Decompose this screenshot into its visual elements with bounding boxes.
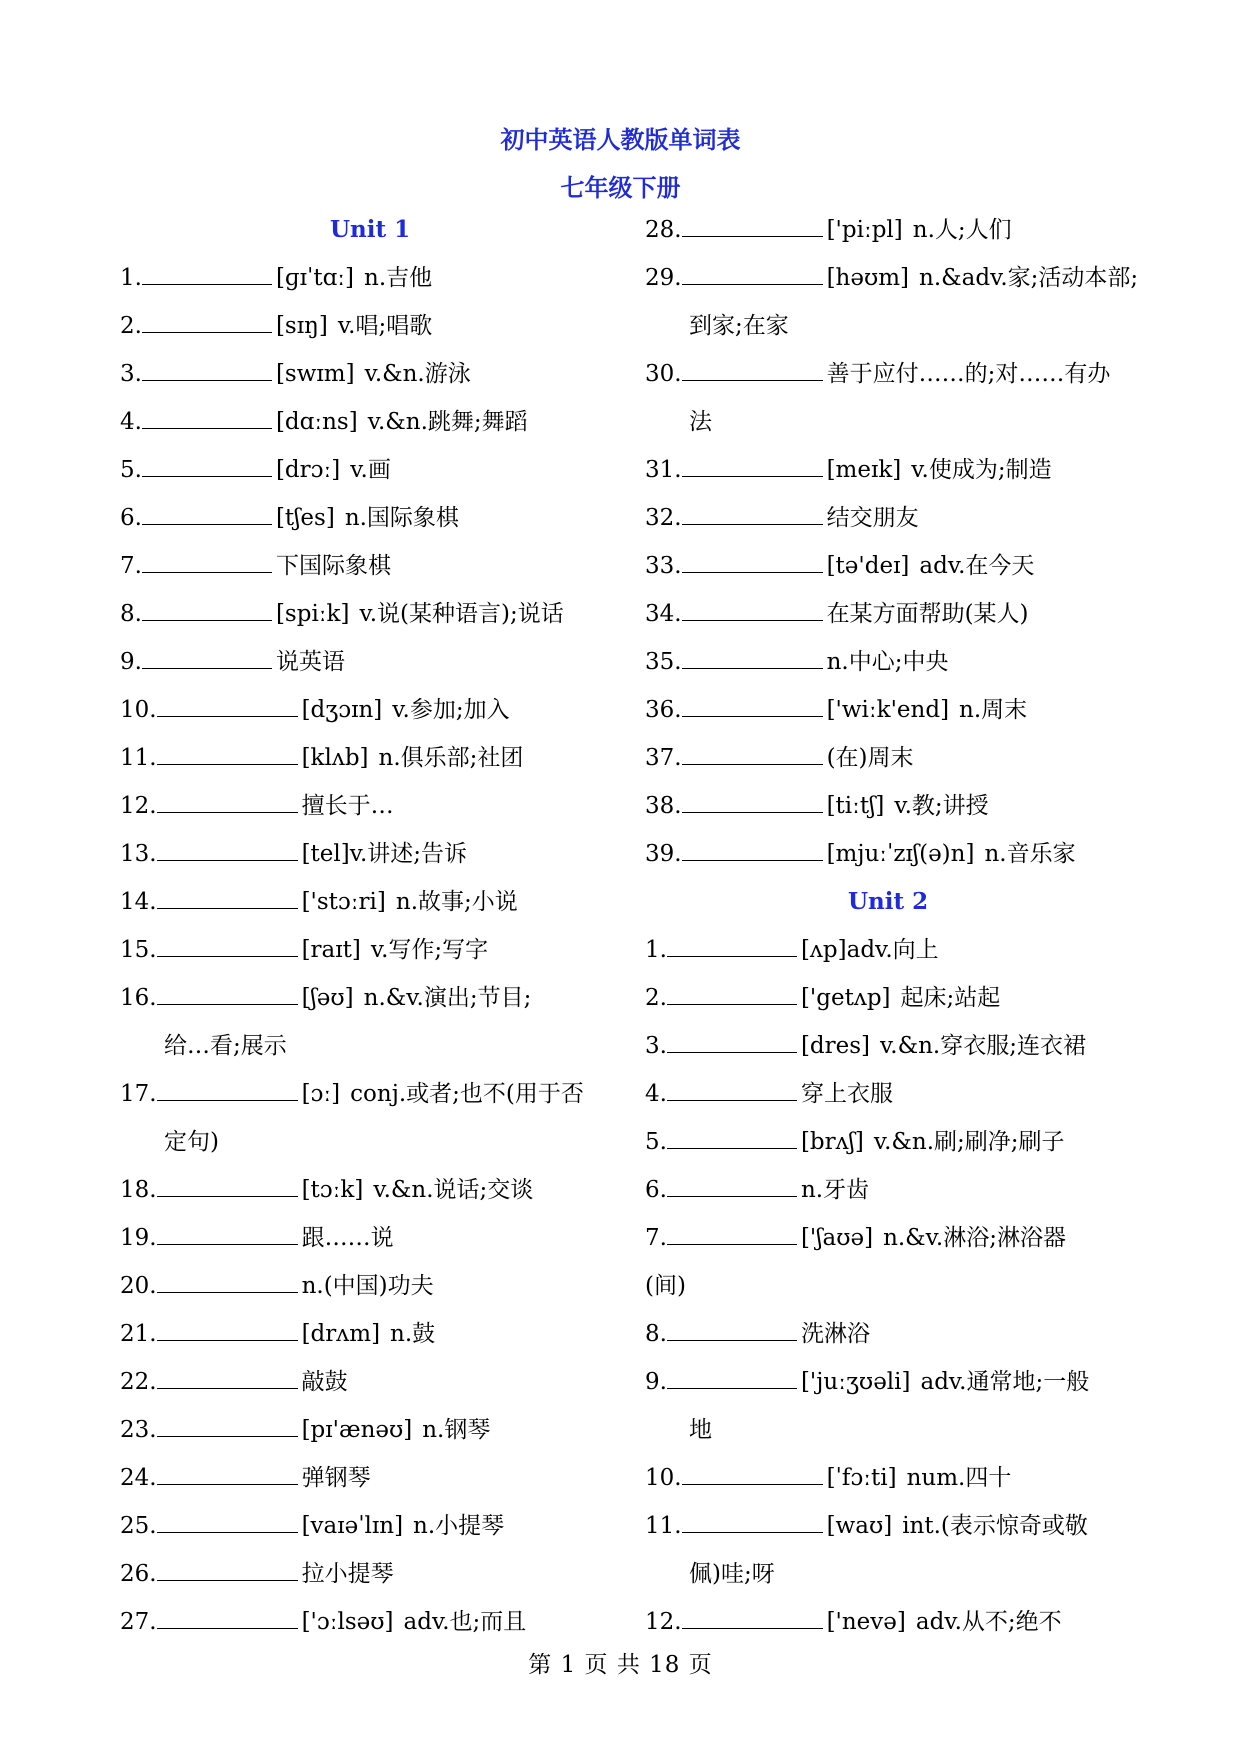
entry-number: 37. — [645, 745, 682, 771]
meaning: int.(表示惊奇或敬 — [902, 1513, 1088, 1539]
answer-blank[interactable] — [667, 1172, 797, 1197]
vocab-entry — [645, 499, 1135, 547]
entry-number: 5. — [120, 457, 142, 483]
vocab-entry — [120, 1411, 630, 1459]
document-title: 初中英语人教版单词表 — [500, 125, 741, 154]
answer-blank[interactable] — [682, 452, 823, 477]
vocab-entry — [120, 979, 630, 1027]
meaning: v.&n.说话;交谈 — [373, 1177, 534, 1203]
vocab-entry — [120, 1267, 630, 1315]
entry-number: 1. — [120, 265, 142, 291]
continuation-text: 到家;在家 — [689, 313, 789, 339]
entry-number: 16. — [120, 985, 157, 1011]
meaning: 弹钢琴 — [301, 1465, 371, 1491]
answer-blank[interactable] — [142, 596, 272, 621]
vocab-entry — [120, 451, 630, 499]
phonetic: [ɡɪˈtɑː] — [275, 265, 355, 291]
answer-blank[interactable] — [667, 1076, 797, 1101]
meaning: n.鼓 — [390, 1321, 436, 1347]
entry-number: 32. — [645, 505, 682, 531]
meaning: adv.从不;绝不 — [915, 1609, 1062, 1635]
meaning: 敲鼓 — [301, 1369, 348, 1395]
phonetic: [tiːtʃ] — [826, 793, 885, 819]
phonetic: ['ɔːlsəʊ] — [301, 1609, 394, 1635]
entry-continuation — [645, 307, 1135, 355]
phonetic: [sɪŋ] — [275, 313, 328, 339]
entry-number: 11. — [645, 1513, 682, 1539]
answer-blank[interactable] — [157, 1508, 298, 1533]
phonetic: [ˈfɔːti] — [826, 1465, 897, 1491]
meaning: n.&v.淋浴;淋浴器 — [883, 1225, 1066, 1251]
meaning: n.吉他 — [364, 265, 433, 291]
meaning: v.参加;加入 — [392, 697, 510, 723]
entry-number: 9. — [120, 649, 142, 675]
vocab-entry — [120, 499, 630, 547]
vocab-entry — [120, 1603, 630, 1651]
phonetic: [swɪm] — [275, 361, 355, 387]
entry-number: 22. — [120, 1369, 157, 1395]
left-column — [120, 211, 630, 1651]
meaning: v.教;讲授 — [894, 793, 989, 819]
vocab-entry — [645, 1507, 1135, 1555]
answer-blank[interactable] — [157, 740, 298, 765]
vocab-entry — [645, 211, 1135, 259]
vocab-entry — [120, 787, 630, 835]
entry-number: 8. — [645, 1321, 667, 1347]
meaning: n.小提琴 — [413, 1513, 505, 1539]
phonetic: ['piːpl] — [826, 217, 903, 243]
vocab-entry — [120, 547, 630, 595]
entry-continuation — [645, 403, 1135, 451]
entry-number: 30. — [645, 361, 682, 387]
unit-heading-text: Unit 1 — [330, 216, 411, 243]
answer-blank[interactable] — [682, 644, 823, 669]
phonetic: [pɪ'ænəʊ] — [301, 1417, 413, 1443]
vocab-entry — [120, 691, 630, 739]
document-subtitle: 七年级下册 — [560, 173, 681, 202]
phonetic: [vaɪəˈlɪn] — [301, 1513, 404, 1539]
vocab-entry — [645, 691, 1135, 739]
meaning: 跟……说 — [301, 1225, 394, 1251]
vocab-entry — [645, 1171, 1135, 1219]
vocab-entry — [645, 595, 1135, 643]
vocab-entry — [120, 835, 630, 883]
answer-blank[interactable] — [682, 788, 823, 813]
entry-number: 11. — [120, 745, 157, 771]
phonetic: [brʌʃ] — [800, 1129, 864, 1155]
phonetic: [raɪt] — [301, 937, 361, 963]
entry-number: 12. — [645, 1609, 682, 1635]
phonetic: ['stɔːri] — [301, 889, 386, 915]
phonetic: [tə'deɪ] — [826, 553, 910, 579]
entry-number: 3. — [120, 361, 142, 387]
phonetic: [tʃes] — [275, 505, 335, 531]
answer-blank[interactable] — [157, 1220, 298, 1245]
entry-number: 6. — [120, 505, 142, 531]
meaning: adv.也;而且 — [403, 1609, 527, 1635]
meaning: 洗淋浴 — [800, 1321, 870, 1347]
entry-number: 2. — [645, 985, 667, 1011]
entry-continuation — [645, 1411, 1135, 1459]
answer-blank[interactable] — [157, 1412, 298, 1437]
phonetic: [dres] — [800, 1033, 871, 1059]
unit-heading — [645, 883, 1135, 931]
phonetic: [tel]v.讲述;告诉 — [301, 841, 468, 867]
entry-number: 6. — [645, 1177, 667, 1203]
entry-number: 38. — [645, 793, 682, 819]
entry-number: 17. — [120, 1081, 157, 1107]
phonetic: [ʌp]adv.向上 — [800, 937, 939, 963]
entry-number: 35. — [645, 649, 682, 675]
meaning: n.(中国)功夫 — [301, 1273, 434, 1299]
vocab-entry — [120, 1507, 630, 1555]
entry-number: 26. — [120, 1561, 157, 1587]
vocab-entry — [645, 1603, 1135, 1651]
vocab-entry — [645, 451, 1135, 499]
meaning: v.&n.刷;刷净;刷子 — [873, 1129, 1065, 1155]
answer-blank[interactable] — [667, 1316, 797, 1341]
phonetic: [klʌb] — [301, 745, 369, 771]
vocab-entry — [645, 835, 1135, 883]
meaning: 拉小提琴 — [301, 1561, 394, 1587]
vocab-entry — [120, 1171, 630, 1219]
answer-blank[interactable] — [682, 596, 823, 621]
answer-blank[interactable] — [682, 260, 823, 285]
meaning: n.中心;中央 — [826, 649, 949, 675]
phonetic: [drɔː] — [275, 457, 341, 483]
entry-number: 28. — [645, 217, 682, 243]
meaning: v.&n.游泳 — [364, 361, 471, 387]
meaning: 善于应付……的;对……有办 — [826, 361, 1111, 387]
meaning: n.钢琴 — [422, 1417, 491, 1443]
answer-blank[interactable] — [682, 1604, 823, 1629]
meaning: v.说(某种语言);说话 — [359, 601, 564, 627]
phonetic: ['getʌp] — [800, 985, 891, 1011]
meaning: n.故事;小说 — [395, 889, 518, 915]
answer-blank[interactable] — [667, 1220, 797, 1245]
vocab-entry — [645, 979, 1135, 1027]
vocab-entry — [645, 355, 1135, 403]
vocab-entry — [120, 739, 630, 787]
answer-blank[interactable] — [142, 308, 272, 333]
answer-blank[interactable] — [157, 1316, 298, 1341]
entry-number: 3. — [645, 1033, 667, 1059]
entry-number: 19. — [120, 1225, 157, 1251]
phonetic: [ɔː] — [301, 1081, 341, 1107]
entry-number: 34. — [645, 601, 682, 627]
meaning: n.俱乐部;社团 — [378, 745, 524, 771]
continuation-text: (间) — [645, 1273, 686, 1299]
entry-number: 29. — [645, 265, 682, 291]
answer-blank[interactable] — [157, 1172, 298, 1197]
phonetic: [meɪk] — [826, 457, 902, 483]
answer-blank[interactable] — [142, 260, 272, 285]
vocab-entry — [120, 355, 630, 403]
meaning: 说英语 — [275, 649, 345, 675]
vocab-entry — [120, 1219, 630, 1267]
entry-number: 13. — [120, 841, 157, 867]
answer-blank[interactable] — [142, 500, 272, 525]
vocab-entry — [645, 547, 1135, 595]
meaning: 起床;站起 — [900, 985, 1001, 1011]
answer-blank[interactable] — [157, 884, 298, 909]
meaning: 下国际象棋 — [275, 553, 391, 579]
entry-number: 5. — [645, 1129, 667, 1155]
answer-blank[interactable] — [142, 452, 272, 477]
phonetic: [dɑːns] — [275, 409, 358, 435]
meaning: 在某方面帮助(某人) — [826, 601, 1029, 627]
vocab-entry — [645, 643, 1135, 691]
vocab-entry — [120, 643, 630, 691]
answer-blank[interactable] — [667, 1124, 797, 1149]
unit-heading — [120, 211, 630, 259]
phonetic: ['ʃaʊə] — [800, 1225, 874, 1251]
answer-blank[interactable] — [667, 980, 797, 1005]
answer-blank[interactable] — [142, 356, 272, 381]
phonetic: [waʊ] — [826, 1513, 893, 1539]
vocab-entry — [645, 1315, 1135, 1363]
right-column — [645, 211, 1139, 1651]
phonetic: [həʊm] — [826, 265, 910, 291]
entry-number: 1. — [645, 937, 667, 963]
answer-blank[interactable] — [157, 836, 298, 861]
entry-number: 24. — [120, 1465, 157, 1491]
phonetic: [ʃəʊ] — [301, 985, 354, 1011]
answer-blank[interactable] — [667, 932, 797, 957]
meaning: adv.通常地;一般 — [920, 1369, 1090, 1395]
answer-blank[interactable] — [682, 692, 823, 717]
vocab-entry — [645, 1027, 1135, 1075]
phonetic: [dʒɔɪn] — [301, 697, 383, 723]
entry-number: 15. — [120, 937, 157, 963]
answer-blank[interactable] — [682, 1460, 823, 1485]
entry-number: 18. — [120, 1177, 157, 1203]
entry-number: 7. — [645, 1225, 667, 1251]
meaning: n.牙齿 — [800, 1177, 870, 1203]
answer-blank[interactable] — [682, 500, 823, 525]
entry-continuation — [120, 1027, 630, 1075]
entry-number: 7. — [120, 553, 142, 579]
vocab-entry — [645, 1075, 1135, 1123]
answer-blank[interactable] — [142, 644, 272, 669]
continuation-text: 法 — [689, 409, 712, 435]
entry-number: 14. — [120, 889, 157, 915]
answer-blank[interactable] — [667, 1364, 797, 1389]
entry-number: 27. — [120, 1609, 157, 1635]
entry-number: 23. — [120, 1417, 157, 1443]
answer-blank[interactable] — [157, 1364, 298, 1389]
entry-number: 20. — [120, 1273, 157, 1299]
vocab-entry — [645, 787, 1135, 835]
vocab-entry — [645, 1459, 1135, 1507]
meaning: (在)周末 — [826, 745, 914, 771]
meaning: n.&v.演出;节目; — [363, 985, 532, 1011]
meaning: n.音乐家 — [984, 841, 1076, 867]
entry-number: 39. — [645, 841, 682, 867]
answer-blank[interactable] — [157, 788, 298, 813]
vocab-entry — [120, 595, 630, 643]
answer-blank[interactable] — [157, 932, 298, 957]
vocab-entry — [645, 931, 1135, 979]
phonetic: [mjuːˈzɪʃ(ə)n] — [826, 841, 975, 867]
entry-number: 33. — [645, 553, 682, 579]
answer-blank[interactable] — [142, 404, 272, 429]
answer-blank[interactable] — [142, 548, 272, 573]
meaning: v.写作;写字 — [370, 937, 489, 963]
meaning: 穿上衣服 — [800, 1081, 893, 1107]
vocab-entry — [120, 883, 630, 931]
answer-blank[interactable] — [682, 740, 823, 765]
vocab-entry — [645, 739, 1135, 787]
phonetic: [drʌm] — [301, 1321, 381, 1347]
unit-heading-text: Unit 2 — [848, 888, 929, 915]
phonetic: [tɔːk] — [301, 1177, 364, 1203]
entry-number: 12. — [120, 793, 157, 819]
meaning: v.画 — [350, 457, 391, 483]
entry-number: 10. — [120, 697, 157, 723]
entry-continuation — [120, 1123, 630, 1171]
entry-number: 10. — [645, 1465, 682, 1491]
vocab-entry — [120, 1315, 630, 1363]
meaning: v.&n.跳舞;舞蹈 — [367, 409, 528, 435]
entry-number: 9. — [645, 1369, 667, 1395]
meaning: adv.在今天 — [919, 553, 1035, 579]
vocab-entry — [120, 1555, 630, 1603]
answer-blank[interactable] — [157, 1076, 298, 1101]
meaning: n.&adv.家;活动本部; — [919, 265, 1139, 291]
answer-blank[interactable] — [682, 548, 823, 573]
meaning: 擅长于… — [301, 793, 394, 819]
continuation-text: 给…看;展示 — [164, 1033, 287, 1059]
answer-blank[interactable] — [157, 1268, 298, 1293]
meaning: 结交朋友 — [826, 505, 919, 531]
answer-blank[interactable] — [157, 1556, 298, 1581]
entry-number: 36. — [645, 697, 682, 723]
vocab-entry — [120, 259, 630, 307]
answer-blank[interactable] — [682, 1508, 823, 1533]
continuation-text: 地 — [689, 1417, 712, 1443]
meaning: conj.或者;也不(用于否 — [350, 1081, 584, 1107]
page-footer: 第 1 页 共 18 页 — [528, 1652, 713, 1678]
continuation-text: 定句) — [164, 1129, 219, 1155]
continuation-text: 佩)哇;呀 — [689, 1561, 775, 1587]
vocab-entry — [120, 403, 630, 451]
answer-blank[interactable] — [157, 692, 298, 717]
vocab-entry — [120, 307, 630, 355]
phonetic: ['wiːk'end] — [826, 697, 950, 723]
vocab-entry — [120, 931, 630, 979]
phonetic: ['juːʒʊəli] — [800, 1369, 911, 1395]
meaning: v.使成为;制造 — [911, 457, 1052, 483]
entry-continuation — [645, 1555, 1135, 1603]
entry-number: 25. — [120, 1513, 157, 1539]
entry-number: 4. — [120, 409, 142, 435]
entry-number: 8. — [120, 601, 142, 627]
vocab-entry — [645, 1123, 1135, 1171]
phonetic: ['nevə] — [826, 1609, 906, 1635]
answer-blank[interactable] — [157, 980, 298, 1005]
answer-blank[interactable] — [157, 1604, 298, 1629]
meaning: num.四十 — [906, 1465, 1012, 1491]
answer-blank[interactable] — [682, 836, 823, 861]
vocab-entry — [645, 259, 1139, 307]
vocab-entry — [120, 1363, 630, 1411]
meaning: v.&n.穿衣服;连衣裙 — [880, 1033, 1086, 1059]
answer-blank[interactable] — [157, 1460, 298, 1485]
entry-number: 4. — [645, 1081, 667, 1107]
entry-continuation — [645, 1267, 1135, 1315]
meaning: v.唱;唱歌 — [337, 313, 433, 339]
meaning: n.周末 — [959, 697, 1028, 723]
vocab-entry — [645, 1219, 1135, 1267]
meaning: n.人;人们 — [912, 217, 1012, 243]
answer-blank[interactable] — [682, 212, 823, 237]
vocab-entry — [120, 1459, 630, 1507]
meaning: n.国际象棋 — [344, 505, 459, 531]
vocab-entry — [120, 1075, 630, 1123]
vocab-entry — [645, 1363, 1135, 1411]
answer-blank[interactable] — [682, 356, 823, 381]
entry-number: 2. — [120, 313, 142, 339]
answer-blank[interactable] — [667, 1028, 797, 1053]
phonetic: [spiːk] — [275, 601, 350, 627]
entry-number: 31. — [645, 457, 682, 483]
entry-number: 21. — [120, 1321, 157, 1347]
